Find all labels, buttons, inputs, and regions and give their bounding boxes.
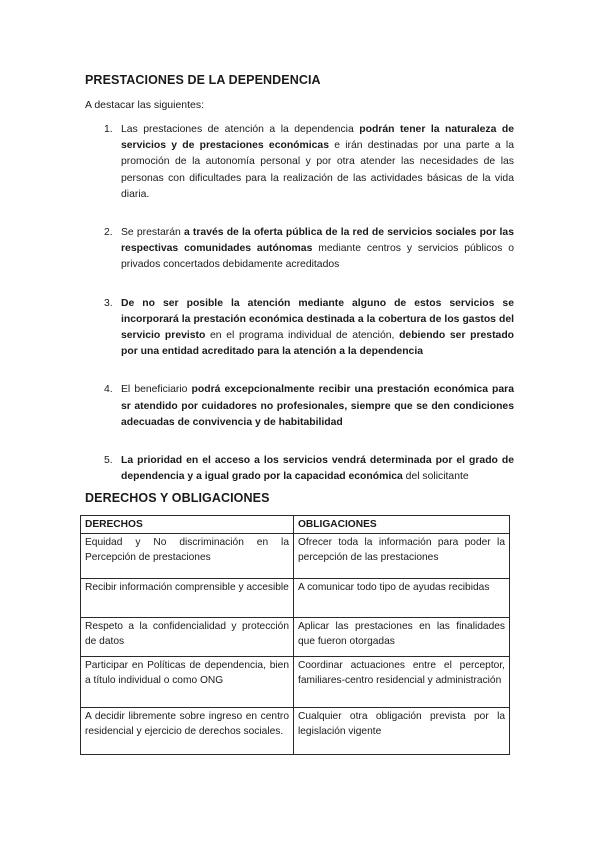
- table-cell: Recibir información comprensible y accesible: [81, 579, 294, 618]
- list-item-text: [121, 298, 514, 358]
- text-run: e irán destinadas por una parte a la promoción de la autonomía personal y por otra atender las necesidades de las personas con dificultades para la realización de las actividades básicas de la vida diaria.: [121, 140, 514, 200]
- list-item-number: 1.: [104, 124, 113, 135]
- column-header-derechos: DERECHOS: [81, 516, 294, 534]
- text-run: Se prestarán: [121, 227, 184, 239]
- intro-text: A destacar las siguientes:: [85, 99, 205, 111]
- list-item-number: 4.: [104, 384, 113, 396]
- list-item: [104, 225, 514, 274]
- bold-run: podrán tener la naturaleza de servicios y de prestaciones económicas: [121, 124, 514, 152]
- section-title-prestaciones: PRESTACIONES DE LA DEPENDENCIA: [85, 73, 321, 87]
- list-item: [104, 296, 514, 361]
- list-item-text: [121, 455, 514, 482]
- table-cell: A decidir libremente sobre ingreso en centro residencial y ejercicio de derechos sociales.: [81, 708, 294, 755]
- bold-run: De no ser posible la atención mediante alguno de estos servicios se incorporará la prestación económica destinada a la cobertura de los gastos del servicio previsto: [121, 297, 514, 342]
- list-item: [104, 382, 514, 431]
- bold-run: a través de la oferta pública de la red de servicios sociales por las respectivas comunidades autónomas: [121, 227, 514, 255]
- text-run: Las prestaciones de atención a la dependencia: [121, 124, 360, 135]
- table-row: [81, 579, 510, 618]
- list-item-number: 2.: [104, 227, 113, 239]
- bold-run: La prioridad en el acceso a los servicios vendrá determinada por el grado de dependencia y a igual grado por la capacidad económica: [121, 455, 514, 483]
- list-item: [104, 453, 514, 485]
- rights-obligations-table: [80, 515, 510, 755]
- list-item-text: [121, 384, 514, 427]
- table-row: [81, 657, 510, 708]
- table-cell: Cualquier otra obligación prevista por la legislación vigente: [294, 708, 510, 755]
- table-cell: Ofrecer toda la información para poder la percepción de las prestaciones: [294, 534, 510, 579]
- bold-run: debiendo ser prestado por una entidad acreditado para la atención a la dependencia: [121, 330, 515, 358]
- table-row: [81, 618, 510, 657]
- text-run: en el programa individual de atención,: [205, 330, 400, 342]
- table-cell: A comunicar todo tipo de ayudas recibidas: [294, 579, 510, 618]
- table-header-row: [81, 516, 510, 534]
- table-cell: Equidad y No discriminación en la Percepción de prestaciones: [81, 534, 294, 579]
- text-run: del solicitante: [402, 471, 469, 483]
- column-header-obligaciones: OBLIGACIONES: [294, 516, 510, 534]
- bold-run: podrá excepcionalmente recibir una prestación económica para sr atendido por cuidadores no profesionales, siempre que se den condiciones adecuadas de convivencia y de habitabilidad: [121, 384, 514, 428]
- section-title-derechos: DERECHOS Y OBLIGACIONES: [85, 491, 270, 505]
- table-row: [81, 534, 510, 579]
- text-run: El beneficiario: [121, 384, 192, 396]
- prestaciones-list: [104, 122, 514, 507]
- list-item: [104, 122, 514, 203]
- list-item-number: 5.: [104, 455, 113, 467]
- list-item-text: [121, 227, 514, 270]
- text-run: mediante centros y servicios públicos o privados concertados debidamente acreditados: [121, 243, 514, 271]
- table-cell: Participar en Políticas de dependencia, bien a título individual o como ONG: [81, 657, 294, 708]
- list-item-number: 3.: [104, 297, 113, 309]
- table-cell: Coordinar actuaciones entre el perceptor, familiares-centro residencial y administración: [294, 657, 510, 708]
- table-cell: Respeto a la confidencialidad y protección de datos: [81, 618, 294, 657]
- table-cell: Aplicar las prestaciones en las finalidades que fueron otorgadas: [294, 618, 510, 657]
- list-item-text: [121, 124, 514, 200]
- table-row: [81, 708, 510, 755]
